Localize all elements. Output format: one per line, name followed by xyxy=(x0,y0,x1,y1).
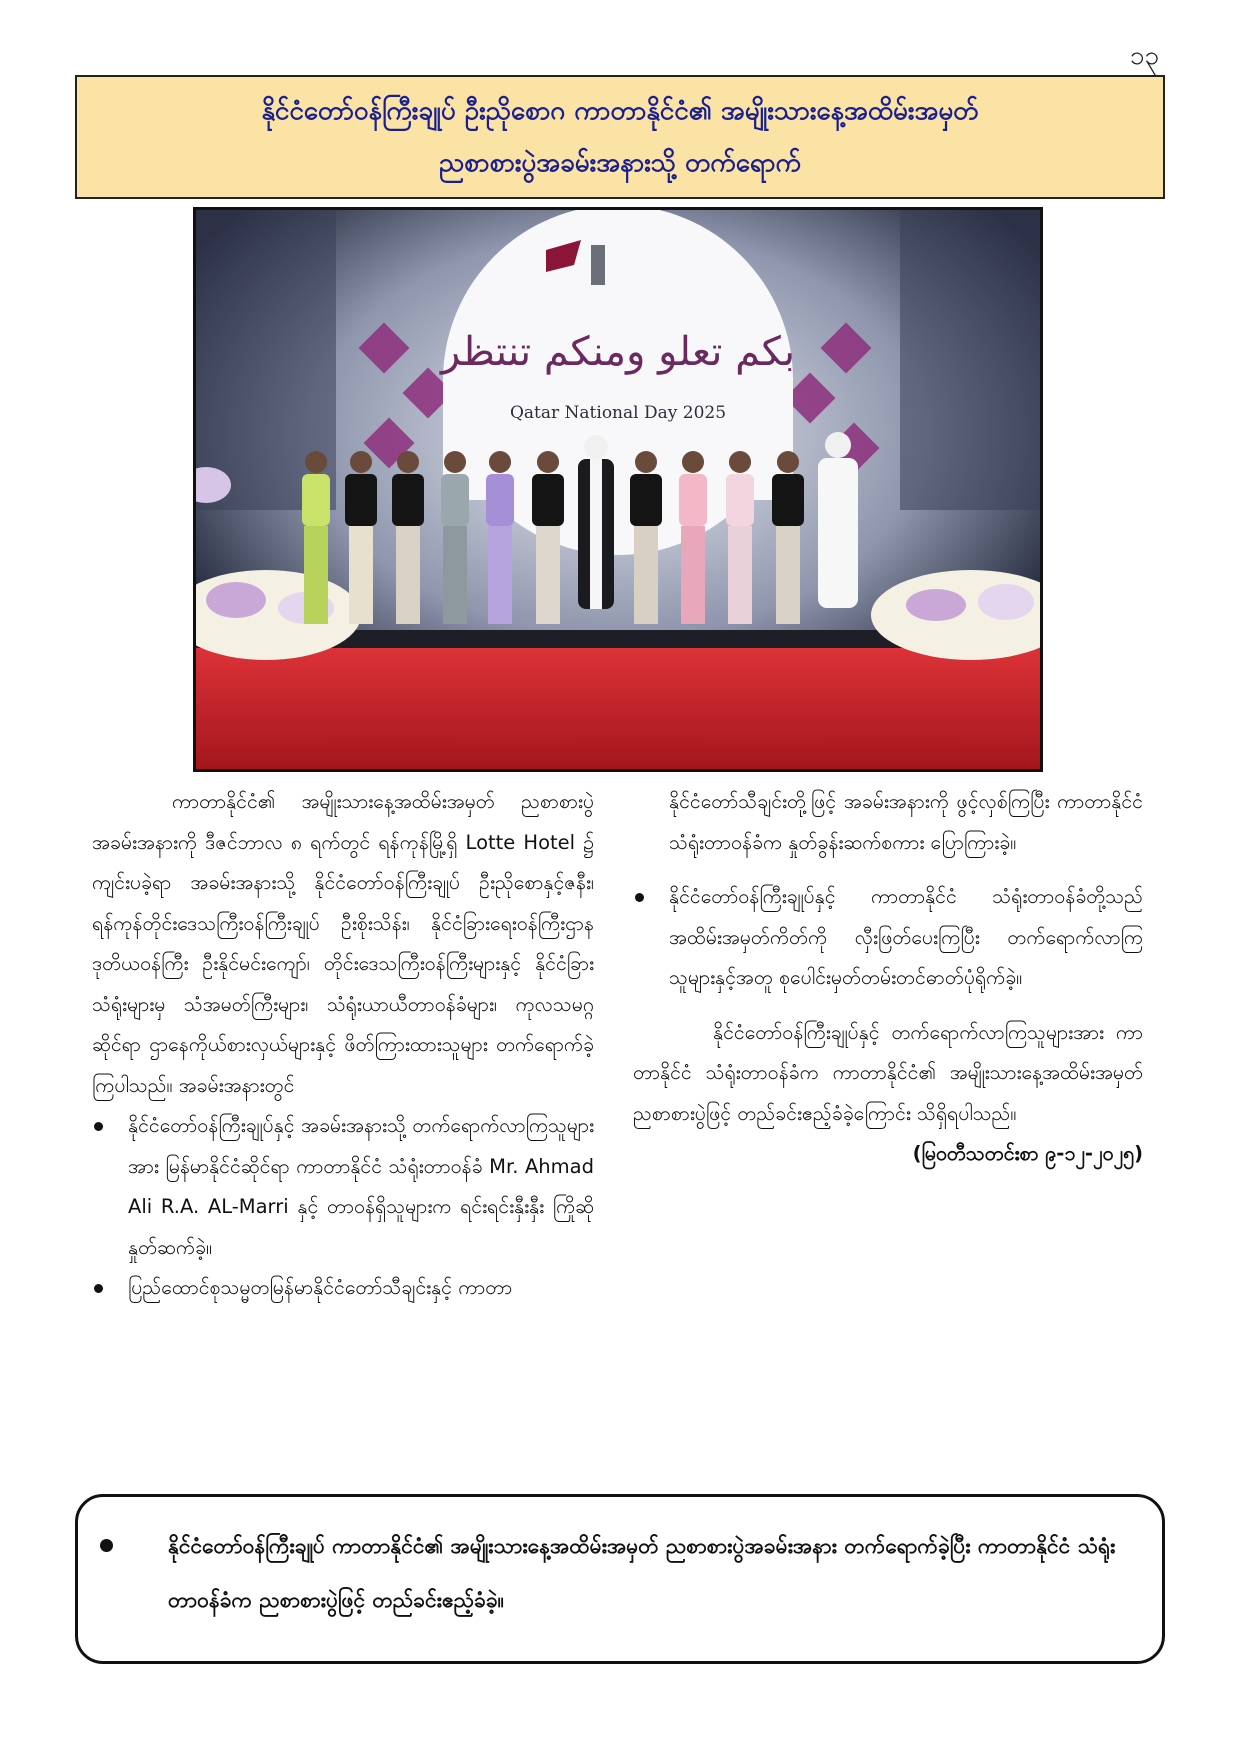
headline-line-1: နိုင်ငံတော်ဝန်ကြီးချုပ် ဦးညိုစောဂ ကာတာနိုင်ငံ၏ အမျိုးသားနေ့အထိမ်းအမှတ် xyxy=(261,96,979,126)
article-right-column xyxy=(633,782,1143,1175)
bullet-item: နိုင်ငံတော်ဝန်ကြီးချုပ်နှင့် အခမ်းအနားသို့ တက်ရောက်လာကြသူများအား မြန်မာနိုင်ငံဆိုင်ရာ ကာတာနိုင်ငံ သံရုံးတာဝန်ခံ Mr. Ahmad Ali R.A. AL-Marri နှင့် တာဝန်ရှိသူများက ရင်းရင်းနှီးနှီး ကြိုဆိုနှုတ်ဆက်ခဲ့။ xyxy=(92,1106,594,1268)
intro-paragraph: ကာတာနိုင်ငံ၏ အမျိုးသားနေ့အထိမ်းအမှတ် ညစာစားပွဲအခမ်းအနားကို ဒီဇင်ဘာလ ၈ ရက်တွင် ရန်ကုန်မြို့ရှိ Lotte Hotel ၌ ကျင်းပခဲ့ရာ အခမ်းအနားသို့ နိုင်ငံတော်ဝန်ကြီးချုပ် ဦးညိုစောနှင့်ဇနီး၊ ရန်ကုန်တိုင်းဒေသကြီးဝန်ကြီးချုပ် ဦးစိုးသိန်း၊ နိုင်ငံခြားရေးဝန်ကြီးဌာန ဒုတိယဝန်ကြီး ဦးနိုင်မင်းကျော်၊ တိုင်းဒေသကြီးဝန်ကြီးများနှင့် နိုင်ငံခြားသံရုံးများမှ သံအမတ်ကြီးများ၊ သံရုံးယာယီတာဝန်ခံများ၊ ကုလသမဂ္ဂဆိုင်ရာ ဌာနေကိုယ်စားလှယ်များနှင့် ဖိတ်ကြားထားသူများ တက်ရောက်ခဲ့ကြပါသည်။ အခမ်းအနားတွင် xyxy=(92,790,594,1097)
headline-line-2: ညစာစားပွဲအခမ်းအနားသို့ တက်ရောက် xyxy=(439,148,801,178)
bullet-item: ပြည်ထောင်စုသမ္မတမြန်မာနိုင်ငံတော်သီချင်းနှင့် ကာတာ xyxy=(92,1268,594,1309)
article-left-column xyxy=(92,782,594,1309)
summary-text: နိုင်ငံတော်ဝန်ကြီးချုပ် ကာတာနိုင်ငံ၏ အမျိုးသားနေ့အထိမ်းအမှတ် ညစာစားပွဲအခမ်းအနား တက်ရောက်ခဲ့ပြီး ကာတာနိုင်ငံ သံရုံးတာဝန်ခံက ညစာစားပွဲဖြင့် တည်ခင်းဧည့်ခံခဲ့။ xyxy=(168,1534,1116,1612)
arabic-slogan: بكم تعلو ومنكم تنتظر xyxy=(440,329,796,375)
banner-text: Qatar National Day 2025 xyxy=(509,403,727,423)
closing-paragraph: နိုင်ငံတော်ဝန်ကြီးချုပ်နှင့် တက်ရောက်လာကြသူများအား ကာတာနိုင်ငံ သံရုံးတာဝန်ခံက ကာတာနိုင်ငံ၏ အမျိုးသားနေ့အထိမ်းအမှတ် ညစာစားပွဲဖြင့် တည်ခင်းဧည့်ခံခဲ့ကြောင်း သိရှိရပါသည်။ xyxy=(633,1020,1143,1125)
summary-box xyxy=(75,1494,1165,1664)
event-photo xyxy=(193,207,1043,772)
bullet-continuation: နိုင်ငံတော်သီချင်းတို့ဖြင့် အခမ်းအနားကို ဖွင့်လှစ်ကြပြီး ကာတာနိုင်ငံ သံရုံးတာဝန်ခံက နှုတ်ခွန်းဆက်စကား ပြောကြားခဲ့။ xyxy=(669,790,1143,854)
source-citation: (မြဝတီသတင်းစာ ၉-၁၂-၂၀၂၅) xyxy=(912,1142,1143,1165)
bullet-dot-icon xyxy=(100,1539,113,1552)
bullet-item: နိုင်ငံတော်ဝန်ကြီးချုပ်နှင့် ကာတာနိုင်ငံ သံရုံးတာဝန်ခံတို့သည် အထိမ်းအမှတ်ကိတ်ကို လှီးဖြတ်ပေးကြပြီး တက်ရောက်လာကြသူများနှင့်အတူ စုပေါင်းမှတ်တမ်းတင်ဓာတ်ပုံရိုက်ခဲ့။ xyxy=(633,877,1143,999)
headline-box xyxy=(75,75,1165,199)
page-number: ၁၃ xyxy=(1129,41,1159,71)
